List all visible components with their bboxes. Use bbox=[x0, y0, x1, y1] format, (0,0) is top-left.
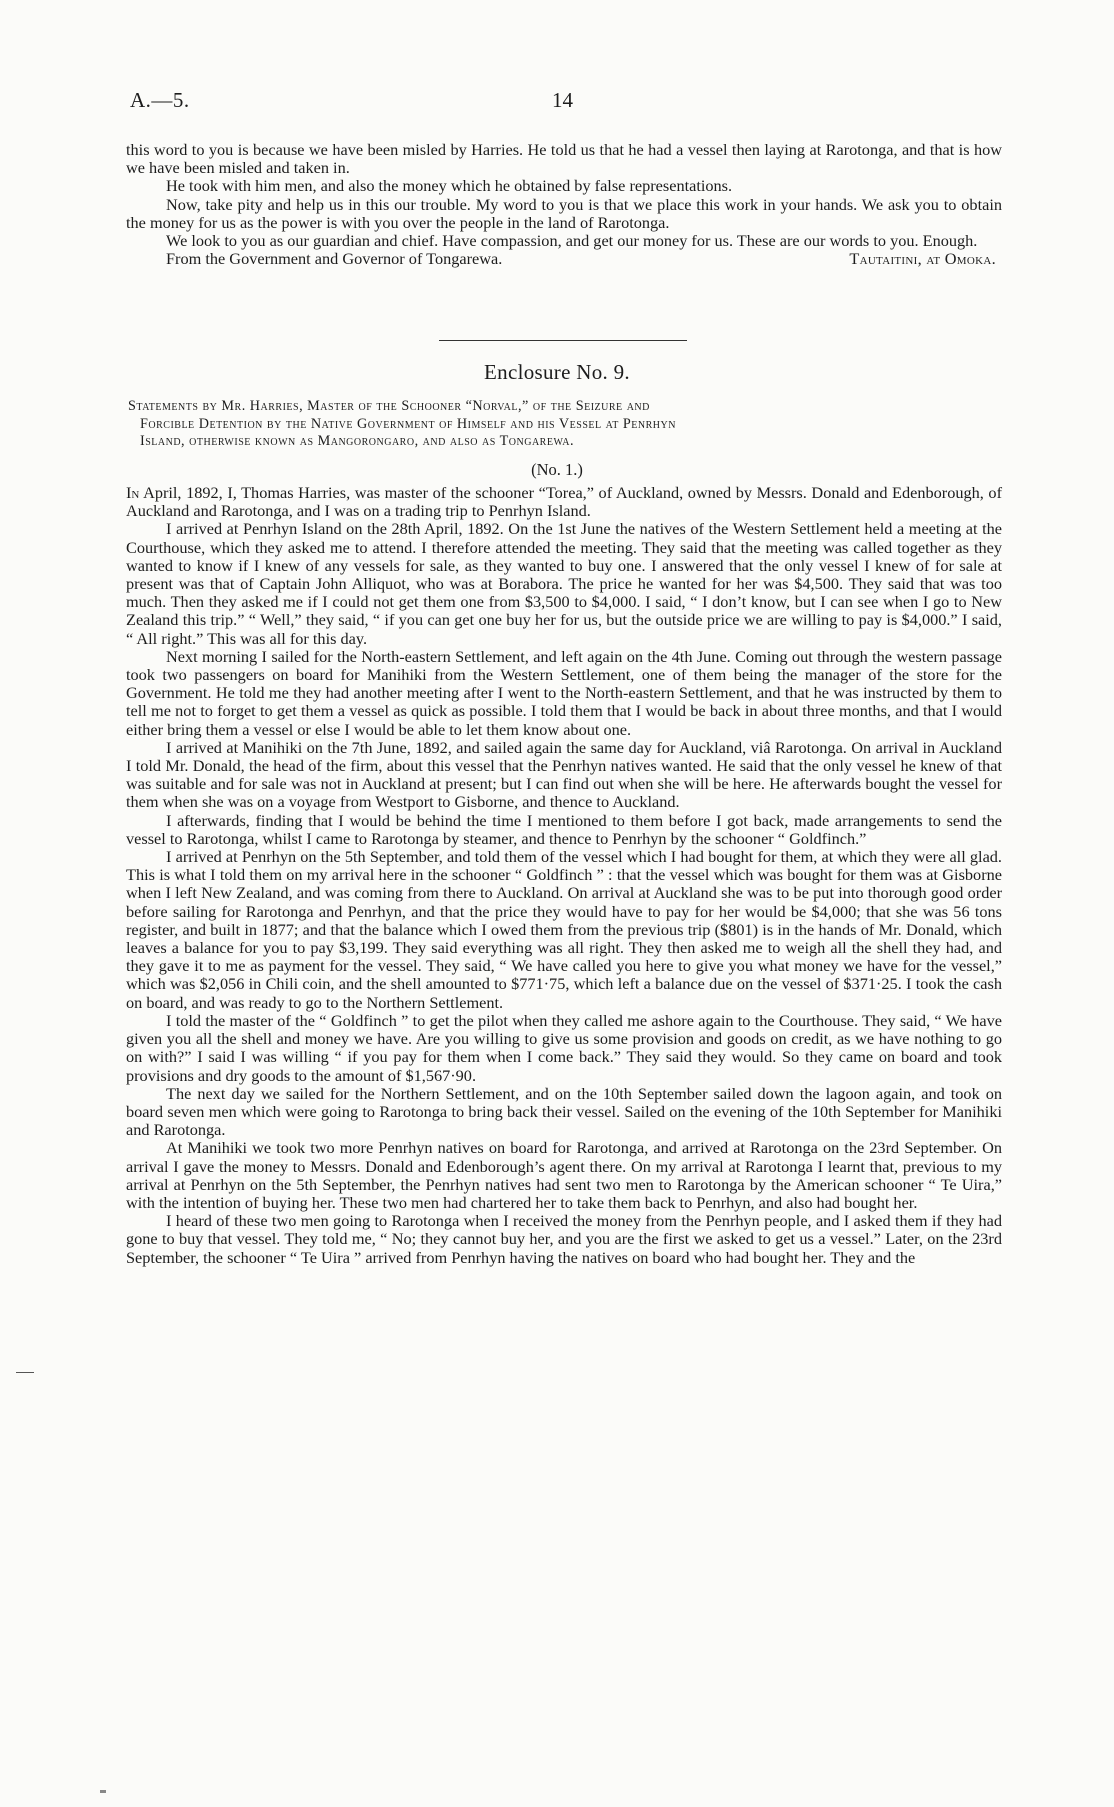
paragraph: I heard of these two men going to Rarotonga when I received the money from the Penrhyn people, and I asked them if they had gone to buy that vessel. They told me, “ No; they cannot buy her, and you are the first we asked to get us a vessel.” Later, on the 23rd September, the schooner “ Te Uira ” arrived from Penrhyn having the natives on board who had bought her. They and the bbox=[126, 1211, 1002, 1267]
letter-continuation bbox=[126, 141, 1002, 268]
paragraph: I arrived at Manihiki on the 7th June, 1892, and sailed again the same day for Auckland, viâ Rarotonga. On arrival in Auckland I told Mr. Donald, the head of the firm, about this vessel that the Penrhyn natives wanted. He said that the only vessel he knew of that was suitable and for sale was not in Auckland at present; but I can find out when she will be here. He afterwards bought the vessel for them when she was on a voyage from Westport to Gisborne, and thence to Auckland. bbox=[126, 737, 1002, 812]
paragraph: The next day we sailed for the Northern Settlement, and on the 10th September sailed down the lagoon again, and took on board seven men which were going to Rarotonga to bring back their vessel. Sailed on the evening of the 10th September for Manihiki and Rarotonga. bbox=[126, 1083, 1002, 1140]
document-reference: A.—5. bbox=[130, 88, 190, 112]
statement-number: (No. 1.) bbox=[531, 460, 583, 479]
paragraph: We look to you as our guardian and chief. Have compassion, and get our money for us. These are our words to you. Enough. bbox=[166, 231, 978, 251]
signature-sender: From the Government and Governor of Tongarewa. bbox=[166, 249, 503, 269]
scan-mark bbox=[100, 1790, 106, 1793]
paragraph: Now, take pity and help us in this our trouble. My word to you is that we place this work in your hands. We ask you to obtain the money for us as the power is with you over the people in the land of Rarotonga. bbox=[126, 194, 1002, 232]
margin-mark bbox=[16, 1372, 34, 1373]
signature-line bbox=[126, 250, 1002, 268]
paragraph: He took with him men, and also the money which he obtained by false representations. bbox=[166, 176, 733, 196]
paragraph: Next morning I sailed for the North-eastern Settlement, and left again on the 4th June. Coming out through the western passage took two passengers on board for Manihiki from the Western Settlement, one of them being the manager of the store for the Government. He told me they had another meeting after I went to the North-eastern Settlement, and that he was instructed by them to tell me not to forget to get them a vessel as quick as possible. I told them that I would be back in about three months, and that I would either bring them a vessel or else I would be able to let them know about one. bbox=[126, 646, 1002, 739]
page-header bbox=[130, 88, 1000, 116]
paragraph: I told the master of the “ Goldfinch ” to get the pilot when they called me ashore again to the Courthouse. They said, “ We have given you all the shell and money we have. Are you willing to give us some provision and goods on credit, as we have nothing to go on with?” I said I was willing “ if you pay for them when I come back.” They said they would. So they came on board and took provisions and dry goods to the amount of $1,567·90. bbox=[126, 1010, 1002, 1085]
lead-text: April, 1892, I, Thomas Harries, was master of the schooner “Torea,” of Auckland, owned by Messrs. Donald and Edenborough, of Auckland and Rarotonga, and I was on a trading trip to Penrhyn Island. bbox=[126, 483, 1002, 521]
paragraph: I arrived at Penrhyn on the 5th September, and told them of the vessel which I had bought for them, at which they were all glad. This is what I told them on my arrival here in the schooner “ Goldfinch ” : that the vessel which was bought for them was at Gisborne when I left New Zealand, and was coming from there to Auckland. On arrival at Auckland she was to be put into thorough good order before sailing for Rarotonga and Penrhyn, and that the price they would have to pay for her would be $4,000; that she was 56 tons register, and built in 1877; and that the balance which I owed them from the previous trip ($801) is in the hands of Mr. Donald, which leaves a balance for you to pay $3,199. They said everything was all right. They then asked me to weigh all the shell they had, and they gave it to me as payment for the vessel. They said, “ We have called you here to give you what money we have for the vessel,” which was $2,056 in Chili coin, and the shell amounted to $771·75, which left a balance due on the vessel of $371·25. I took the cash on board, and was ready to go to the Northern Settlement. bbox=[126, 847, 1002, 1012]
heading-line: Forcible Detention by the Native Government of Himself and his Vessel at Penrhyn bbox=[140, 415, 676, 432]
enclosure-heading bbox=[128, 398, 1002, 451]
page-number: 14 bbox=[552, 88, 573, 112]
paragraph: I afterwards, finding that I would be behind the time I mentioned to them before I got back, made arrangements to send the vessel to Rarotonga, whilst I came to Rarotonga by steamer, and thence to Penrhyn by the schooner “ Goldfinch.” bbox=[126, 810, 1002, 848]
paragraph: At Manihiki we took two more Penrhyn natives on board for Rarotonga, and arrived at Rarotonga on the 23rd September. On arrival I gave the money to Messrs. Donald and Edenborough’s agent there. On my arrival at Rarotonga I learnt that, previous to my arrival at Penrhyn on the 5th September, the Penrhyn natives had sent two men to Rarotonga by the American schooner “ Te Uira,” with the intention of buying her. These two men had chartered her to take them back to Penrhyn, and also had bought her. bbox=[126, 1138, 1002, 1212]
lead-word: In bbox=[126, 483, 140, 502]
section-divider bbox=[439, 340, 687, 341]
statement-body bbox=[126, 484, 1002, 1267]
enclosure-title: Enclosure No. 9. bbox=[484, 360, 630, 384]
heading-line: Statements by Mr. Harries, Master of the Schooner “Norval,” of the Seizure and bbox=[128, 398, 650, 414]
heading-line: Island, otherwise known as Mangorongaro, and also as Tongarewa. bbox=[140, 433, 575, 449]
paragraph bbox=[126, 484, 1002, 520]
paragraph: this word to you is because we have been misled by Harries. He told us that he had a vessel then laying at Rarotonga, and that is how we have been misled and taken in. bbox=[126, 140, 1002, 178]
signature-name: Tautaitini, at Omoka. bbox=[849, 249, 996, 269]
paragraph: I arrived at Penrhyn Island on the 28th April, 1892. On the 1st June the natives of the Western Settlement held a meeting at the Courthouse, which they asked me to attend. I therefore attended the meeting. They said that the meeting was called together as they wanted to know if I knew of any vessels for sale, as they wanted to buy one. I answered that the only vessel I knew of for sale at present was that of Captain John Alliquot, who was at Borabora. The price he wanted for her was $4,500. They said that was too much. Then they asked me if I could not get them one from $3,500 to $4,000. I said, “ I don’t know, but I can see when I go to New Zealand this trip.” “ Well,” they said, “ if you can get one buy her for us, but the outside price we are willing to pay is $4,000.” I said, “ All right.” This was all for this day. bbox=[126, 519, 1002, 648]
